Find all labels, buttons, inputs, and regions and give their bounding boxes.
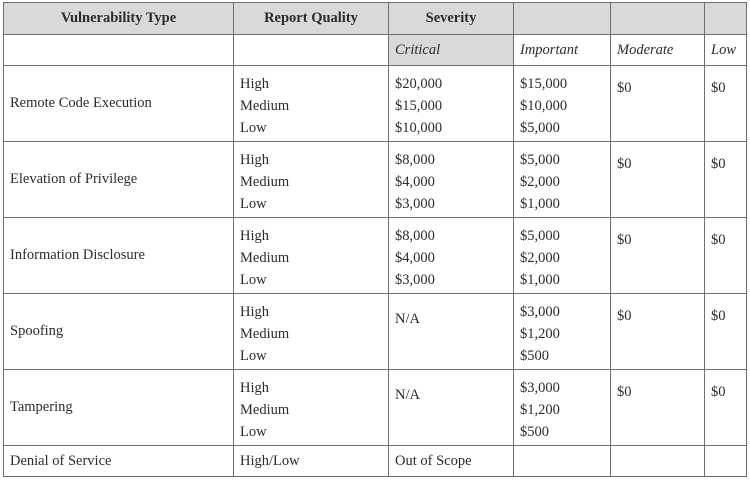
severity-important: Important [514,35,611,66]
important-amounts [514,294,611,370]
vulnerability-type: Elevation of Privilege [4,142,234,218]
report-quality [234,66,389,142]
severity-note: Out of Scope [389,446,514,477]
amount: $2,000 [520,174,560,190]
amount: N/A [395,387,420,403]
amount: $1,000 [520,272,560,288]
amount: N/A [395,311,420,327]
amount: $3,000 [395,196,435,212]
moderate-amount: $0 [611,294,705,370]
header-report-quality: Report Quality [234,3,389,35]
vulnerability-type: Information Disclosure [4,218,234,294]
table-row [4,218,747,294]
amount: $10,000 [395,120,443,136]
moderate-amount: $0 [611,218,705,294]
quality-level: Medium [240,98,290,114]
amount: $5,000 [520,228,560,244]
moderate-amount: $0 [611,66,705,142]
report-quality [234,370,389,446]
important-amounts [514,66,611,142]
vulnerability-type: Denial of Service [4,446,234,477]
header-blank [611,3,705,35]
amount: $8,000 [395,152,435,168]
amount: $15,000 [520,76,568,92]
critical-amounts [389,142,514,218]
amount: $500 [520,348,549,364]
moderate-amount: $0 [611,142,705,218]
amount: $5,000 [520,120,560,136]
blank-cell [514,446,611,477]
low-amount: $0 [705,142,747,218]
report-quality: High/Low [234,446,389,477]
vulnerability-type: Spoofing [4,294,234,370]
amount: $4,000 [395,174,435,190]
amount: $3,000 [520,380,560,396]
severity-critical: Critical [389,35,514,66]
low-amount: $0 [705,294,747,370]
quality-level: Low [240,120,267,136]
amount: $3,000 [520,304,560,320]
amount: $3,000 [395,272,435,288]
important-amounts [514,142,611,218]
quality-level: Low [240,424,267,440]
amount: $500 [520,424,549,440]
report-quality [234,142,389,218]
amount: $4,000 [395,250,435,266]
vulnerability-type: Tampering [4,370,234,446]
quality-level: High [240,76,269,92]
bounty-table [3,2,747,477]
quality-level: High [240,304,269,320]
low-amount: $0 [705,370,747,446]
low-amount: $0 [705,66,747,142]
header-blank [514,3,611,35]
report-quality [234,294,389,370]
amount: $1,200 [520,326,560,342]
blank-cell [705,446,747,477]
low-amount: $0 [705,218,747,294]
amount: $8,000 [395,228,435,244]
important-amounts [514,370,611,446]
amount: $1,200 [520,402,560,418]
blank-cell [234,35,389,66]
amount: $10,000 [520,98,568,114]
table-row [4,446,747,477]
important-amounts [514,218,611,294]
amount: $5,000 [520,152,560,168]
blank-cell [4,35,234,66]
quality-level: Medium [240,174,290,190]
table-row [4,142,747,218]
quality-level: High [240,228,269,244]
quality-level: High [240,152,269,168]
critical-amounts [389,294,514,370]
header-row [4,3,747,35]
severity-low: Low [705,35,747,66]
critical-amounts [389,66,514,142]
quality-level: High [240,380,269,396]
amount: $2,000 [520,250,560,266]
quality-level: Medium [240,326,290,342]
quality-level: Medium [240,250,290,266]
quality-level: Medium [240,402,290,418]
quality-level: Low [240,348,267,364]
table-row [4,66,747,142]
header-severity: Severity [389,3,514,35]
severity-moderate: Moderate [611,35,705,66]
amount: $20,000 [395,76,443,92]
vulnerability-type: Remote Code Execution [4,66,234,142]
severity-levels-row [4,35,747,66]
quality-level: Low [240,272,267,288]
report-quality [234,218,389,294]
amount: $15,000 [395,98,443,114]
quality-level: Low [240,196,267,212]
critical-amounts [389,370,514,446]
table-row [4,370,747,446]
amount: $1,000 [520,196,560,212]
moderate-amount: $0 [611,370,705,446]
critical-amounts [389,218,514,294]
header-vulnerability-type: Vulnerability Type [4,3,234,35]
table-row [4,294,747,370]
blank-cell [611,446,705,477]
header-blank [705,3,747,35]
